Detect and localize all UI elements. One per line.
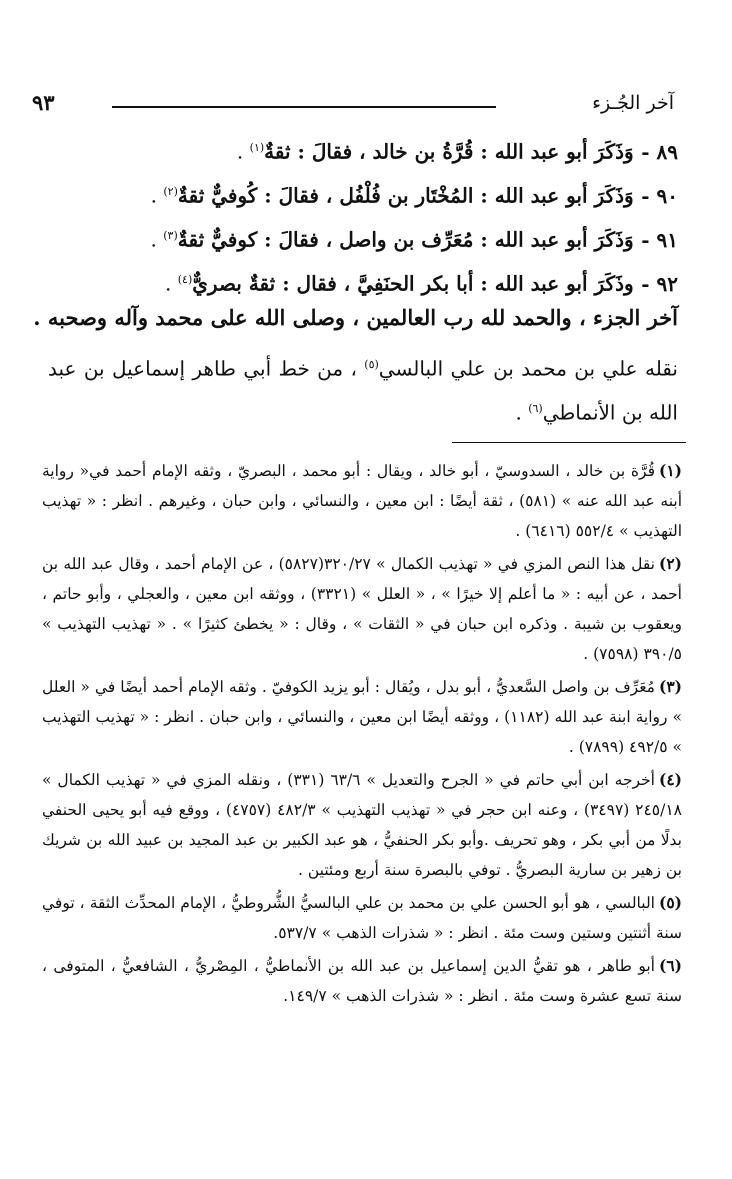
narration-item: ٩١ - وَذَكَرَ أبو عبد الله : مُعَرِّف بن واصل ، فقالَ : كوفيٌّ ثقةٌ$^{(٣)}$ . <box>150 227 678 252</box>
item-text: وذَكَرَ أبو عبد الله : أبا بكر الحنَفِيَّ ، فقال : ثقةٌ بصريٌّ <box>192 271 634 296</box>
header-rule <box>112 106 496 108</box>
footnote-text: أبو طاهر ، هو تقيُّ الدين إسماعيل بن عبد الله بن الأنماطيُّ ، المِصْريُّ ، الشافعيُّ ، المتوفى ، سنة تسع عشرة وست مئة . انظر : « شذرات الذهب » ١٤٩/٧. <box>42 957 682 1005</box>
footnote <box>42 888 682 948</box>
footnote-number: (١) <box>658 461 682 480</box>
footnote-ref[interactable]: (٢) <box>163 185 178 198</box>
footnote <box>42 549 682 669</box>
narration-item: ٨٩ - وَذَكَرَ أبو عبد الله : قُرَّةُ بن خالد ، فقالَ : ثقةٌ$^{(١)}$ . <box>236 139 678 164</box>
copyist-note-part1: نقله علي بن محمد بن علي البالسي <box>378 356 678 381</box>
footnote <box>42 765 682 885</box>
footnote-text: البالسي ، هو أبو الحسن علي بن محمد بن علي البالسيُّ الشُّروطيُّ ، الإمام المحدِّث الثقة ، توفي سنة أثنتين وستين وست مئة . انظر : « شذرات الذهب » ٥٣٧/٧. <box>42 894 682 942</box>
narration-list <box>48 135 678 311</box>
running-header-title: آخر الجُـزء <box>592 92 674 114</box>
footnote-text: قُرَّة بن خالد ، السدوسيّ ، أبو خالد ، ويقال : أبو محمد ، البصريّ ، وثقه الإمام أحمد في« رواية أبنه عبد الله عنه » (٥٨١) ، ثقة أيضًا : ابن معين ، والنسائي ، وابن حبان ، وغيرهم . انظر : « تهذيب التهذيب » ٥٥٢/٤ (٦٤١٦) . <box>42 462 683 540</box>
footnote-text: نقل هذا النص المزي في « تهذيب الكمال » ٣٢٠/٢٧(٥٨٢٧) ، عن الإمام أحمد ، وقال عبد الله بن أحمد ، عن أبيه : « ما أعلم إلا خيرًا » ، « العلل » (٣٣٢١) ، ووثقه ابن معين ، والعجلي ، وأبو حاتم ، ويعقوب بن شيبة . وذكره ابن حبان في « الثقات » ، وقال : « يخطئ كثيرًا » . « تهذيب التهذيب » ٣٩٠/٥ (٧٥٩٨) . <box>42 555 682 663</box>
footnote <box>42 951 682 1011</box>
footnote-number: (٤) <box>658 770 682 789</box>
item-text: وَذَكَرَ أبو عبد الله : المُخْتَار بن فُلْفُل ، فقالَ : كُوفيٌّ ثقةٌ <box>177 183 634 208</box>
footnote-number: (٢) <box>658 554 682 573</box>
footnote-ref[interactable]: (٤) <box>177 273 193 286</box>
footnote-ref[interactable]: (١) <box>249 141 265 154</box>
page-number: ٩٣ <box>32 90 55 115</box>
footnote-separator <box>452 442 686 443</box>
narration-item: ٩٠ - وَذَكَرَ أبو عبد الله : المُخْتَار بن فُلْفُل ، فقالَ : كُوفيٌّ ثقةٌ$^{(٢)}$ . <box>150 183 678 208</box>
footnotes <box>42 456 682 1014</box>
footnote-ref[interactable]: (٥) <box>364 358 379 371</box>
footnote-text: مُعَرِّف بن واصل السَّعديُّ ، أبو بدل ، ويُقال : أبو يزيد الكوفيّ . وثقه الإمام أحمد أيضًا في « العلل » رواية ابنة عبد الله (١١٨٢) ، ووثقه أيضًا ابن معين ، والنسائي ، وابن حبان . انظر : « تهذيب التهذيب » ٤٩٢/٥ (٧٨٩٩) . <box>42 678 682 756</box>
item-number: ٩٢ - <box>641 271 678 296</box>
item-text: وَذَكَرَ أبو عبد الله : قُرَّةُ بن خالد ، فقالَ : ثقةٌ <box>264 139 634 164</box>
footnote-ref[interactable]: (٦) <box>528 401 543 415</box>
copyist-note-part2: ، من خط أبي طاهر إسماعيل بن عبد الله بن الأنماطي <box>48 356 678 425</box>
footnote <box>42 456 682 546</box>
copyist-note-part3: . <box>515 400 522 425</box>
footnote-number: (٦) <box>658 956 682 975</box>
copyist-note <box>48 345 678 432</box>
footnote-ref[interactable]: (٣) <box>163 229 178 242</box>
footnote <box>42 672 682 762</box>
footnote-text: أخرجه ابن أبي حاتم في « الجرح والتعديل » ٦٣/٦ (٣٣١) ، ونقله المزي في « تهذيب الكمال » ٢٤٥/١٨ (٣٤٩٧) ، وعنه ابن حجر في « تهذيب التهذيب » ٤٨٢/٣ (٤٧٥٧) ، ووقع فيه أبو يحيى الحنفي بدلًا من أبي بكر ، وهو تحريف .وأبو بكر الحنفيُّ ، هو عبد الكبير بن عبد المجيد بن عبيد الله بن شريك بن زهير بن سارية البصريُّ . توفي بالبصرة سنة أربع ومئتين . <box>42 771 682 879</box>
footnote-number: (٥) <box>658 893 682 912</box>
closing-statement: آخر الجزء ، والحمد لله رب العالمين ، وصلى الله على محمد وآله وصحبه . <box>33 305 678 330</box>
item-number: ٩١ - <box>641 227 678 252</box>
item-number: ٨٩ - <box>641 139 678 164</box>
item-number: ٩٠ - <box>641 183 678 208</box>
footnote-number: (٣) <box>658 677 682 696</box>
narration-item: ٩٢ - وذَكَرَ أبو عبد الله : أبا بكر الحنَفِيَّ ، فقال : ثقةٌ بصريٌّ$^{(٤)}$ . <box>165 271 678 296</box>
item-text: وَذَكَرَ أبو عبد الله : مُعَرِّف بن واصل ، فقالَ : كوفيٌّ ثقةٌ <box>177 227 634 252</box>
